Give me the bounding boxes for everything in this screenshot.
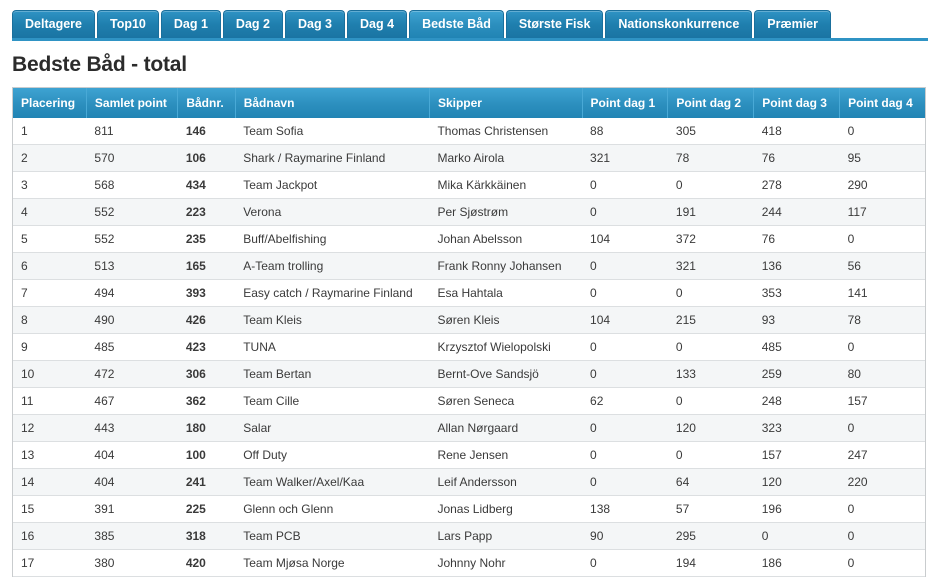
- cell-points-day-4: 157: [840, 388, 925, 415]
- cell-points-day-3: 353: [754, 280, 840, 307]
- cell-points-day-4: 0: [840, 550, 925, 577]
- nav-tab-nationskonkurrence[interactable]: Nationskonkurrence: [605, 10, 752, 39]
- cell-total-points: 443: [86, 415, 177, 442]
- table-row: [13, 307, 925, 334]
- cell-points-day-3: 485: [754, 334, 840, 361]
- cell-boat-number: 225: [178, 496, 235, 523]
- nav-tab-dag-3[interactable]: Dag 3: [285, 10, 345, 39]
- cell-skipper-name: Marko Airola: [429, 145, 582, 172]
- results-table-body: [13, 118, 925, 577]
- cell-total-points: 380: [86, 550, 177, 577]
- table-row: [13, 469, 925, 496]
- cell-points-day-2: 120: [668, 415, 754, 442]
- cell-points-day-4: 78: [840, 307, 925, 334]
- cell-points-day-2: 78: [668, 145, 754, 172]
- cell-points-day-3: 196: [754, 496, 840, 523]
- cell-points-day-1: 0: [582, 415, 668, 442]
- nav-tab-deltagere[interactable]: Deltagere: [12, 10, 95, 39]
- cell-total-points: 552: [86, 226, 177, 253]
- cell-boat-number: 100: [178, 442, 235, 469]
- cell-points-day-3: 259: [754, 361, 840, 388]
- cell-points-day-1: 104: [582, 307, 668, 334]
- cell-points-day-2: 372: [668, 226, 754, 253]
- cell-boat-name: Team PCB: [235, 523, 429, 550]
- cell-points-day-1: 0: [582, 253, 668, 280]
- cell-boat-name: Salar: [235, 415, 429, 442]
- results-table: [13, 88, 925, 577]
- table-header-row: [13, 88, 925, 118]
- column-header-point-dag-2[interactable]: Point dag 2: [668, 88, 754, 118]
- cell-points-day-1: 62: [582, 388, 668, 415]
- cell-total-points: 568: [86, 172, 177, 199]
- table-row: [13, 145, 925, 172]
- cell-skipper-name: Jonas Lidberg: [429, 496, 582, 523]
- cell-points-day-4: 0: [840, 523, 925, 550]
- cell-boat-number: 362: [178, 388, 235, 415]
- cell-boat-name: Shark / Raymarine Finland: [235, 145, 429, 172]
- cell-points-day-4: 290: [840, 172, 925, 199]
- cell-points-day-1: 0: [582, 280, 668, 307]
- cell-points-day-3: 418: [754, 118, 840, 145]
- cell-points-day-3: 136: [754, 253, 840, 280]
- results-table-head: [13, 88, 925, 118]
- cell-placement: 1: [13, 118, 86, 145]
- cell-points-day-3: 120: [754, 469, 840, 496]
- cell-boat-number: 426: [178, 307, 235, 334]
- table-row: [13, 388, 925, 415]
- cell-points-day-1: 138: [582, 496, 668, 523]
- cell-points-day-2: 57: [668, 496, 754, 523]
- cell-points-day-1: 0: [582, 199, 668, 226]
- cell-points-day-4: 0: [840, 415, 925, 442]
- cell-total-points: 391: [86, 496, 177, 523]
- nav-tab-dag-4[interactable]: Dag 4: [347, 10, 407, 39]
- cell-boat-number: 306: [178, 361, 235, 388]
- main-navigation: [12, 6, 928, 38]
- cell-total-points: 485: [86, 334, 177, 361]
- cell-skipper-name: Søren Kleis: [429, 307, 582, 334]
- cell-boat-number: 434: [178, 172, 235, 199]
- page-title: Bedste Båd - total: [12, 53, 187, 76]
- page-root: [0, 6, 936, 570]
- cell-placement: 9: [13, 334, 86, 361]
- cell-skipper-name: Esa Hahtala: [429, 280, 582, 307]
- cell-skipper-name: Leif Andersson: [429, 469, 582, 496]
- cell-total-points: 490: [86, 307, 177, 334]
- cell-skipper-name: Mika Kärkkäinen: [429, 172, 582, 199]
- cell-total-points: 552: [86, 199, 177, 226]
- column-header-placering[interactable]: Placering: [13, 88, 86, 118]
- cell-placement: 10: [13, 361, 86, 388]
- cell-points-day-2: 0: [668, 442, 754, 469]
- cell-placement: 12: [13, 415, 86, 442]
- column-header-point-dag-4[interactable]: Point dag 4: [840, 88, 925, 118]
- cell-points-day-1: 0: [582, 469, 668, 496]
- cell-boat-number: 223: [178, 199, 235, 226]
- cell-total-points: 494: [86, 280, 177, 307]
- cell-points-day-3: 244: [754, 199, 840, 226]
- cell-skipper-name: Rene Jensen: [429, 442, 582, 469]
- cell-points-day-3: 278: [754, 172, 840, 199]
- results-table-container: [12, 87, 926, 577]
- cell-boat-name: Team Kleis: [235, 307, 429, 334]
- cell-points-day-1: 0: [582, 334, 668, 361]
- cell-boat-name: Off Duty: [235, 442, 429, 469]
- cell-skipper-name: Krzysztof Wielopolski: [429, 334, 582, 361]
- cell-total-points: 467: [86, 388, 177, 415]
- cell-points-day-2: 191: [668, 199, 754, 226]
- cell-total-points: 404: [86, 442, 177, 469]
- cell-points-day-2: 133: [668, 361, 754, 388]
- cell-points-day-1: 104: [582, 226, 668, 253]
- cell-skipper-name: Thomas Christensen: [429, 118, 582, 145]
- cell-placement: 5: [13, 226, 86, 253]
- cell-boat-number: 106: [178, 145, 235, 172]
- cell-points-day-4: 80: [840, 361, 925, 388]
- cell-points-day-1: 88: [582, 118, 668, 145]
- column-header-samlet-point[interactable]: Samlet point: [86, 88, 177, 118]
- cell-boat-number: 420: [178, 550, 235, 577]
- cell-points-day-2: 194: [668, 550, 754, 577]
- nav-tab-top10[interactable]: Top10: [97, 10, 159, 39]
- cell-points-day-2: 0: [668, 172, 754, 199]
- cell-boat-name: Buff/Abelfishing: [235, 226, 429, 253]
- cell-points-day-2: 64: [668, 469, 754, 496]
- cell-boat-number: 393: [178, 280, 235, 307]
- cell-points-day-3: 157: [754, 442, 840, 469]
- column-header-point-dag-1[interactable]: Point dag 1: [582, 88, 668, 118]
- table-row: [13, 172, 925, 199]
- table-row: [13, 253, 925, 280]
- cell-boat-number: 180: [178, 415, 235, 442]
- cell-boat-name: Easy catch / Raymarine Finland: [235, 280, 429, 307]
- cell-skipper-name: Johnny Nohr: [429, 550, 582, 577]
- cell-points-day-3: 76: [754, 226, 840, 253]
- cell-boat-name: Team Mjøsa Norge: [235, 550, 429, 577]
- cell-skipper-name: Søren Seneca: [429, 388, 582, 415]
- table-row: [13, 226, 925, 253]
- cell-placement: 3: [13, 172, 86, 199]
- nav-tab-dag-1[interactable]: Dag 1: [161, 10, 221, 39]
- cell-total-points: 570: [86, 145, 177, 172]
- cell-points-day-1: 0: [582, 442, 668, 469]
- cell-points-day-2: 0: [668, 280, 754, 307]
- cell-boat-name: A-Team trolling: [235, 253, 429, 280]
- cell-boat-number: 241: [178, 469, 235, 496]
- column-header-point-dag-3[interactable]: Point dag 3: [754, 88, 840, 118]
- cell-skipper-name: Johan Abelsson: [429, 226, 582, 253]
- cell-placement: 2: [13, 145, 86, 172]
- cell-points-day-1: 321: [582, 145, 668, 172]
- cell-points-day-3: 186: [754, 550, 840, 577]
- cell-points-day-3: 323: [754, 415, 840, 442]
- cell-placement: 7: [13, 280, 86, 307]
- table-row: [13, 280, 925, 307]
- cell-boat-number: 423: [178, 334, 235, 361]
- table-row: [13, 415, 925, 442]
- table-row: [13, 199, 925, 226]
- cell-boat-number: 146: [178, 118, 235, 145]
- cell-placement: 13: [13, 442, 86, 469]
- cell-points-day-3: 248: [754, 388, 840, 415]
- cell-points-day-3: 76: [754, 145, 840, 172]
- cell-skipper-name: Bernt-Ove Sandsjö: [429, 361, 582, 388]
- cell-placement: 14: [13, 469, 86, 496]
- cell-points-day-4: 117: [840, 199, 925, 226]
- cell-total-points: 513: [86, 253, 177, 280]
- cell-placement: 6: [13, 253, 86, 280]
- cell-points-day-4: 95: [840, 145, 925, 172]
- table-row: [13, 496, 925, 523]
- cell-points-day-4: 0: [840, 226, 925, 253]
- cell-points-day-4: 0: [840, 334, 925, 361]
- column-header-b-dnr[interactable]: Bådnr.: [178, 88, 235, 118]
- nav-underline: [12, 38, 928, 41]
- nav-tab-pr-mier[interactable]: Præmier: [754, 10, 831, 39]
- cell-points-day-4: 0: [840, 496, 925, 523]
- cell-placement: 11: [13, 388, 86, 415]
- cell-points-day-2: 0: [668, 334, 754, 361]
- nav-tab-dag-2[interactable]: Dag 2: [223, 10, 283, 39]
- cell-points-day-4: 247: [840, 442, 925, 469]
- cell-boat-name: Verona: [235, 199, 429, 226]
- cell-boat-name: Team Sofia: [235, 118, 429, 145]
- cell-placement: 8: [13, 307, 86, 334]
- table-row: [13, 442, 925, 469]
- cell-points-day-4: 56: [840, 253, 925, 280]
- cell-points-day-4: 220: [840, 469, 925, 496]
- cell-boat-number: 165: [178, 253, 235, 280]
- cell-points-day-1: 0: [582, 172, 668, 199]
- cell-points-day-2: 0: [668, 388, 754, 415]
- cell-points-day-1: 0: [582, 361, 668, 388]
- cell-boat-number: 235: [178, 226, 235, 253]
- cell-total-points: 811: [86, 118, 177, 145]
- table-row: [13, 523, 925, 550]
- cell-total-points: 472: [86, 361, 177, 388]
- table-row: [13, 334, 925, 361]
- cell-points-day-2: 295: [668, 523, 754, 550]
- cell-skipper-name: Per Sjøstrøm: [429, 199, 582, 226]
- cell-points-day-3: 93: [754, 307, 840, 334]
- cell-points-day-4: 141: [840, 280, 925, 307]
- column-header-skipper[interactable]: Skipper: [429, 88, 582, 118]
- cell-boat-number: 318: [178, 523, 235, 550]
- table-row: [13, 361, 925, 388]
- cell-boat-name: Team Bertan: [235, 361, 429, 388]
- cell-points-day-3: 0: [754, 523, 840, 550]
- cell-placement: 17: [13, 550, 86, 577]
- table-row: [13, 550, 925, 577]
- table-row: [13, 118, 925, 145]
- cell-boat-name: Glenn och Glenn: [235, 496, 429, 523]
- cell-boat-name: Team Cille: [235, 388, 429, 415]
- cell-points-day-4: 0: [840, 118, 925, 145]
- cell-skipper-name: Lars Papp: [429, 523, 582, 550]
- cell-placement: 15: [13, 496, 86, 523]
- cell-points-day-1: 0: [582, 550, 668, 577]
- cell-skipper-name: Frank Ronny Johansen: [429, 253, 582, 280]
- nav-tab-st-rste-fisk[interactable]: Største Fisk: [506, 10, 604, 39]
- cell-boat-name: TUNA: [235, 334, 429, 361]
- cell-points-day-2: 215: [668, 307, 754, 334]
- cell-points-day-2: 305: [668, 118, 754, 145]
- cell-total-points: 404: [86, 469, 177, 496]
- cell-placement: 4: [13, 199, 86, 226]
- cell-skipper-name: Allan Nørgaard: [429, 415, 582, 442]
- cell-total-points: 385: [86, 523, 177, 550]
- cell-boat-name: Team Jackpot: [235, 172, 429, 199]
- cell-placement: 16: [13, 523, 86, 550]
- nav-tab-bedste-b-d[interactable]: Bedste Båd: [409, 10, 504, 39]
- column-header-b-dnavn[interactable]: Bådnavn: [235, 88, 429, 118]
- cell-points-day-2: 321: [668, 253, 754, 280]
- cell-boat-name: Team Walker/Axel/Kaa: [235, 469, 429, 496]
- cell-points-day-1: 90: [582, 523, 668, 550]
